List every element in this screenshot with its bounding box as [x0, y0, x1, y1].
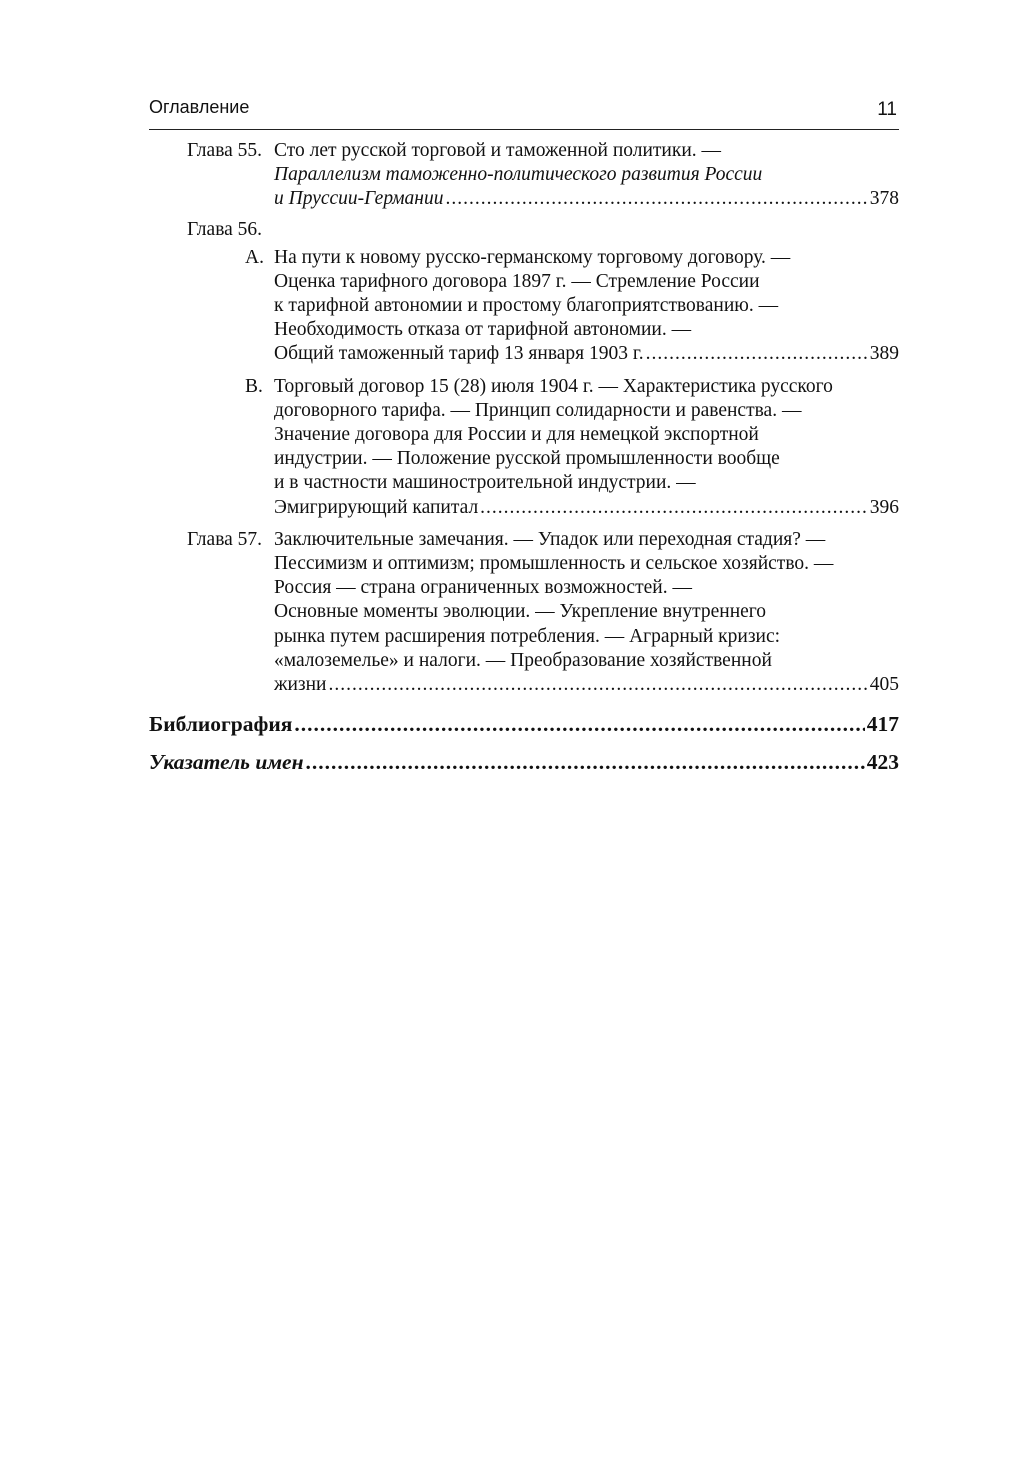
chapter-label: Глава 57. — [187, 528, 263, 550]
entry-line: На пути к новому русско-германскому торговому договору. — — [274, 246, 791, 268]
toc-entry-bibliography[interactable] — [149, 711, 899, 737]
section-label: А. — [245, 246, 264, 268]
dot-leader — [328, 673, 867, 697]
entry-line: Основные моменты эволюции. — Укрепление внутреннего — [274, 601, 767, 623]
page-ref: 405 — [869, 674, 899, 696]
section-label: B. — [245, 375, 263, 397]
entry-line: к тарифной автономии и простому благоприятствованию. — — [274, 295, 779, 317]
running-head-title: Оглавление — [149, 97, 250, 117]
entry-line: Необходимость отказа от тарифной автономии. — — [274, 319, 692, 341]
entry-leader-line — [274, 342, 899, 366]
dot-leader — [646, 342, 868, 366]
page-ref: 423 — [866, 750, 899, 775]
bibliography-label: Библиография — [149, 712, 293, 737]
running-head — [149, 95, 899, 130]
dot-leader — [294, 711, 864, 737]
page-ref: 378 — [869, 188, 899, 210]
entry-line: Оценка тарифного договора 1897 г. — Стремление России — [274, 270, 760, 292]
entry-leader-line — [274, 673, 899, 697]
entry-line: индустрии. — Положение русской промышленности вообще — [274, 448, 780, 470]
entry-line: Торговый договор 15 (28) июля 1904 г. — Характеристика русского — [274, 375, 833, 397]
toc-entry-chapter-57[interactable] — [149, 528, 899, 697]
entry-line: Россия — страна ограниченных возможностей. — — [274, 577, 692, 599]
page-number: 11 — [877, 99, 897, 120]
toc-entry-section-b[interactable] — [149, 375, 899, 520]
entry-line: и в частности машиностроительной индустрии. — — [274, 472, 696, 494]
italic-title-end: и Пруссии-Германии — [274, 188, 444, 210]
page-ref: 389 — [869, 343, 899, 365]
name-index-label: Указатель имен — [149, 750, 304, 775]
entry-line: Пессимизм и оптимизм; промышленность и сельское хозяйство. — — [274, 553, 834, 575]
entry-line: Заключительные замечания. — Упадок или переходная стадия? — — [274, 528, 826, 550]
entry-line-end: жизни — [274, 674, 327, 696]
italic-title: Параллелизм таможенно-политического развития России — [274, 164, 763, 186]
entry-line: «малоземелье» и налоги. — Преобразование хозяйственной — [274, 649, 772, 671]
entry-line: рынка путем расширения потребления. — Аграрный кризис: — [274, 625, 781, 647]
chapter-label: Глава 55. — [187, 140, 263, 161]
entry-line: Значение договора для России и для немецкой экспортной — [274, 424, 759, 446]
table-of-contents — [149, 139, 899, 775]
toc-entry-chapter-56[interactable] — [149, 218, 899, 242]
toc-entry-name-index[interactable] — [149, 749, 899, 775]
entry-line-italic — [274, 163, 899, 187]
dot-leader — [445, 187, 867, 211]
toc-entry-chapter-55[interactable] — [149, 139, 899, 212]
entry-leader-line — [274, 496, 899, 520]
toc-entry-section-a[interactable] — [149, 246, 899, 367]
dot-leader — [306, 749, 865, 775]
dot-leader — [480, 496, 868, 520]
entry-line-end: Эмигрирующий капитал — [274, 496, 479, 518]
entry-line: договорного тарифа. — Принцип солидарности и равенства. — — [274, 399, 802, 421]
chapter-label: Глава 56. — [187, 218, 263, 240]
page-ref: 417 — [866, 712, 899, 737]
entry-leader-line — [274, 187, 899, 211]
entry-line-end: Общий таможенный тариф 13 января 1903 г. — [274, 343, 644, 365]
page-ref: 396 — [869, 496, 899, 518]
entry-line: Сто лет русской торговой и таможенной политики. — — [274, 140, 722, 161]
